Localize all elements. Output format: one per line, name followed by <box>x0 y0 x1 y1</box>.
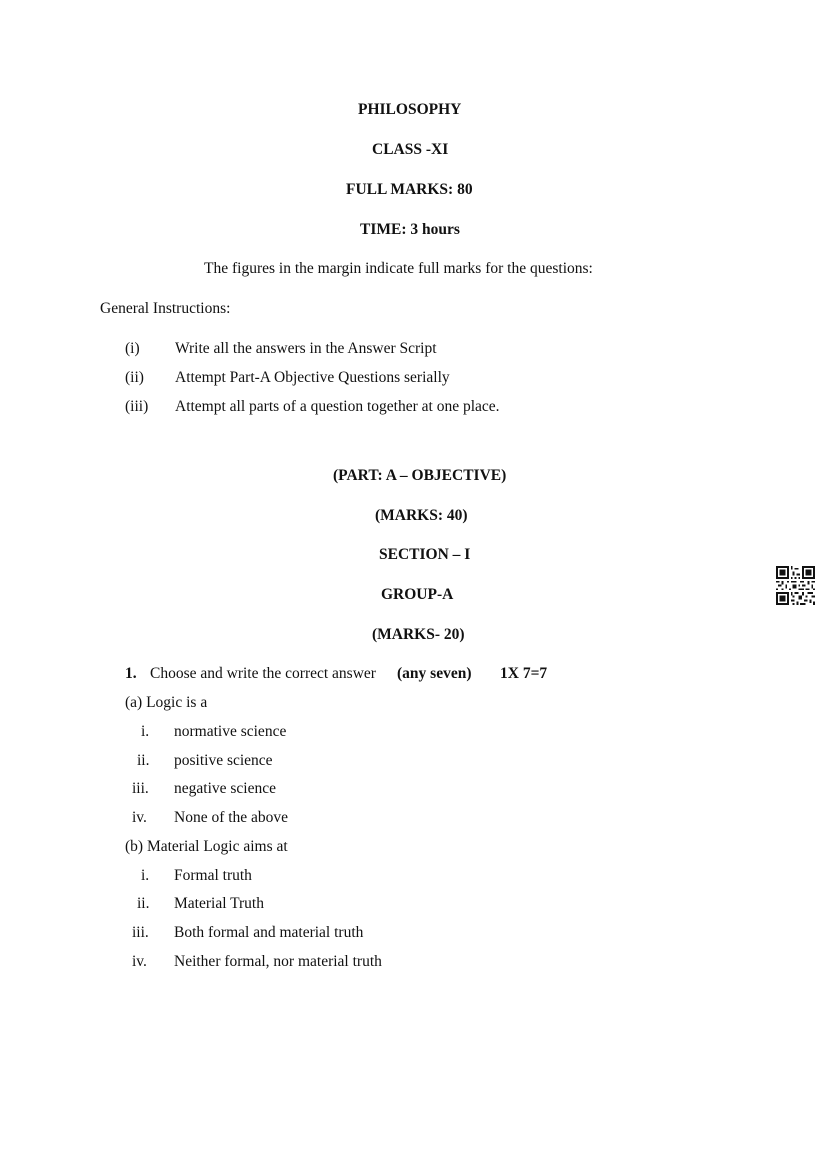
question-qualifier: (any seven) <box>397 665 472 682</box>
option-text: negative science <box>174 780 276 797</box>
option-num: iv. <box>132 953 147 970</box>
part-title: (PART: A – OBJECTIVE) <box>333 467 507 484</box>
section-title: SECTION – I <box>379 546 471 563</box>
class-label: CLASS -XI <box>372 141 449 158</box>
option-num: iv. <box>132 809 147 826</box>
option-num: ii. <box>137 895 150 912</box>
full-marks: FULL MARKS: 80 <box>346 181 473 198</box>
option-text: positive science <box>174 752 273 769</box>
option-text: Neither formal, nor material truth <box>174 953 382 970</box>
option-text: None of the above <box>174 809 289 826</box>
subquestion-label: (a) Logic is a <box>125 694 208 711</box>
option-num: iii. <box>132 924 149 941</box>
subquestion-label: (b) Material Logic aims at <box>125 838 288 855</box>
instructions-title: General Instructions: <box>100 300 231 317</box>
option-text: normative science <box>174 723 287 740</box>
option-num: i. <box>141 867 150 884</box>
instruction-text: Attempt all parts of a question together at one place. <box>175 398 500 415</box>
instruction-num: (i) <box>125 340 140 357</box>
part-marks: (MARKS: 40) <box>375 507 468 524</box>
group-title: GROUP-A <box>381 586 454 603</box>
question-text: Choose and write the correct answer <box>150 665 376 682</box>
option-text: Both formal and material truth <box>174 924 364 941</box>
instruction-text: Attempt Part-A Objective Questions serially <box>175 369 450 386</box>
subject-title: PHILOSOPHY <box>358 101 462 118</box>
group-marks: (MARKS- 20) <box>372 626 465 643</box>
option-text: Formal truth <box>174 867 252 884</box>
option-text: Material Truth <box>174 895 264 912</box>
instruction-num: (ii) <box>125 369 144 386</box>
question-marks: 1X 7=7 <box>500 665 548 682</box>
qr-code-icon <box>776 566 815 605</box>
time-label: TIME: 3 hours <box>360 221 460 238</box>
margin-note: The figures in the margin indicate full marks for the questions: <box>204 260 593 277</box>
instruction-num: (iii) <box>125 398 149 415</box>
option-num: ii. <box>137 752 150 769</box>
option-num: iii. <box>132 780 149 797</box>
option-num: i. <box>141 723 150 740</box>
instruction-text: Write all the answers in the Answer Script <box>175 340 437 357</box>
question-number: 1. <box>125 665 137 682</box>
